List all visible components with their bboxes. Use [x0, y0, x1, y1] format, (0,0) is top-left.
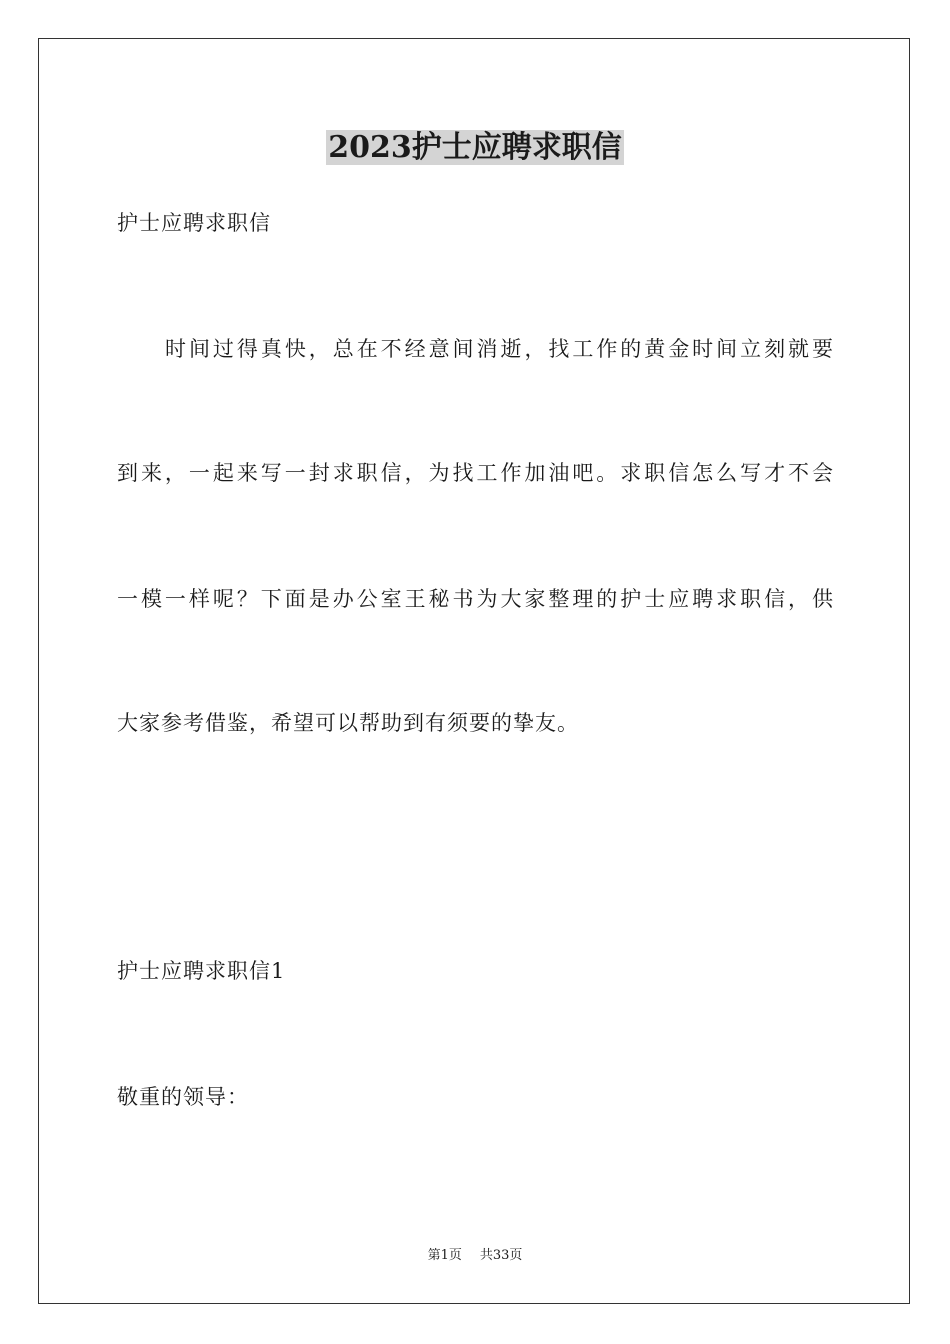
salutation: 敬重的领导：: [117, 1085, 249, 1109]
document-title: [0, 126, 950, 170]
page-footer: [0, 1246, 950, 1266]
intro-line-3: 一模一样呢？下面是办公室王秘书为大家整理的护士应聘求职信，供: [117, 587, 833, 611]
document-title-text: 2023护士应聘求职信: [328, 130, 622, 165]
page-total: 共33页: [479, 1248, 523, 1263]
page-number: 第1页: [427, 1248, 462, 1263]
intro-line-2: 到来，一起来写一封求职信，为找工作加油吧。求职信怎么写才不会: [117, 461, 833, 485]
intro-line-4: 大家参考借鉴，希望可以帮助到有须要的挚友。: [117, 711, 579, 735]
intro-line-1: 时间过得真快，总在不经意间消逝，找工作的黄金时间立刻就要: [165, 337, 833, 361]
section-heading: 护士应聘求职信1: [117, 959, 286, 983]
document-subtitle: 护士应聘求职信: [117, 211, 271, 235]
